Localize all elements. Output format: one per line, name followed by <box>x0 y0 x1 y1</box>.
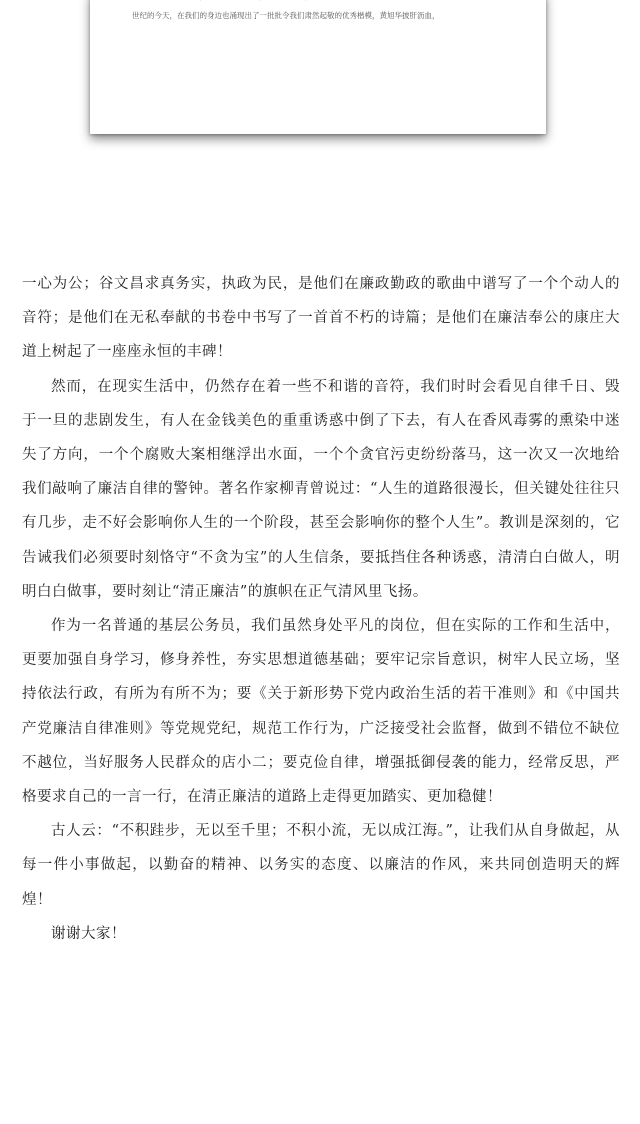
thumbnail-text-line: 世纪的今天，在我们的身边也涌现出了一批批令我们肃然起敬的优秀楷模，黄旭华披肝沥血， <box>132 11 440 20</box>
paragraph: 然而，在现实生活中，仍然存在着一些不和谐的音符，我们时时会看见自律千日、毁于一旦的悲剧发生，有人在金钱美色的重重诱惑中倒了下去，有人在香风毒雾的熏染中迷失了方向，一个个腐败大案相继浮出水面，一个个贪官污吏纷纷落马，这一次又一次地给我们敲响了廉洁自律的警钟。著名作家柳青曾说过：“人生的道路很漫长，但关键处往往只有几步，走不好会影响你人生的一个阶段，甚至会影响你的整个人生”。教训是深刻的，它告诫我们必须要时刻恪守“不贪为宝”的人生信条，要抵挡住各种诱惑，清清白白做人，明明白白做事，要时刻让“清正廉洁”的旗帜在正气清风里飞扬。 <box>22 378 620 600</box>
paragraph: 古人云：“不积跬步，无以至千里；不积小流，无以成江海。”，让我们从自身做起，从每一件小事做起，以勤奋的精神、以务实的态度、以廉洁的作风，来共同创造明天的辉煌！ <box>22 823 620 908</box>
paragraph: 作为一名普通的基层公务员，我们虽然身处平凡的岗位，但在实际的工作和生活中，更要加强自身学习，修身养性，夯实思想道德基础；要牢记宗旨意识，树牢人民立场，坚持依法行政，有所为有所不为；要《关于新形势下党内政治生活的若干准则》和《中国共产党廉洁自律准则》等党规党纪，规范工作行为，广泛接受社会监督，做到不错位不缺位不越位，当好服务人民群众的店小二；要克俭自律，增强抵御侵袭的能力，经常反思，严格要求自己的一言一行，在清正廉洁的道路上走得更加踏实、更加稳健！ <box>22 618 620 806</box>
article-body <box>22 267 620 951</box>
thumbnail-text-line <box>132 0 526 2</box>
closing-line: 谢谢大家！ <box>51 925 126 942</box>
paragraph-continued: 一心为公；谷文昌求真务实，执政为民，是他们在廉政勤政的歌曲中谱写了一个个动人的音符；是他们在无私奉献的书卷中书写了一首首不朽的诗篇；是他们在廉洁奉公的康庄大道上树起了一座座永恒的丰碑！ <box>22 276 620 361</box>
document-page-thumbnail <box>90 0 546 134</box>
